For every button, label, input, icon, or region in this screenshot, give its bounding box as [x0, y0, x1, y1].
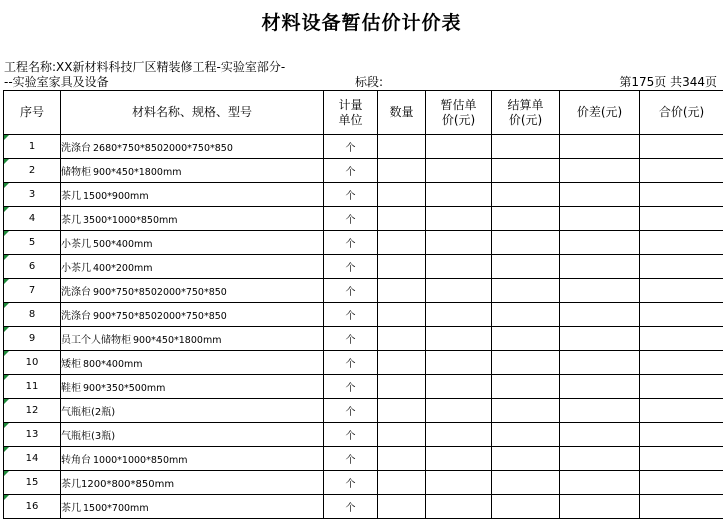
cell-total[interactable]	[640, 423, 723, 447]
table-body	[4, 135, 723, 519]
cell-diff[interactable]	[560, 327, 640, 351]
error-indicator-icon	[4, 279, 9, 284]
cell-total[interactable]	[640, 255, 723, 279]
material-spec: 400*200mm	[93, 263, 153, 274]
row-number: 8	[28, 309, 36, 320]
row-number: 2	[28, 165, 36, 176]
table-row	[4, 327, 723, 351]
header-settle-price-line1: 结算单	[507, 97, 544, 112]
error-indicator-icon	[4, 135, 9, 140]
cell-est-price[interactable]	[426, 495, 492, 519]
cell-no[interactable]	[4, 327, 61, 351]
cell-qty[interactable]	[378, 231, 426, 255]
cell-settle-price[interactable]	[492, 495, 560, 519]
material-name: 气瓶柜(2瓶)	[61, 407, 116, 418]
table-row	[4, 351, 723, 375]
material-name: 洗涤台	[61, 287, 91, 298]
cell-total[interactable]	[640, 327, 723, 351]
table-row	[4, 303, 723, 327]
header-qty[interactable]: 数量	[378, 91, 426, 135]
header-unit[interactable]	[324, 91, 378, 135]
cell-name[interactable]	[61, 399, 324, 423]
cell-unit[interactable]: 个	[324, 183, 378, 207]
cell-name[interactable]	[61, 423, 324, 447]
material-name: 鞋柜	[61, 383, 81, 394]
project-name-label: 工程名称:XX新材料科技厂区精装修工程-实验室部分-	[4, 60, 286, 74]
cell-qty[interactable]	[378, 279, 426, 303]
table-row	[4, 183, 723, 207]
cell-name[interactable]	[61, 303, 324, 327]
row-number: 5	[28, 237, 36, 248]
cell-no[interactable]	[4, 207, 61, 231]
cell-total[interactable]	[640, 231, 723, 255]
cell-total[interactable]	[640, 471, 723, 495]
cell-total[interactable]	[640, 183, 723, 207]
row-number: 15	[25, 477, 39, 488]
row-number: 16	[25, 501, 39, 512]
cell-qty[interactable]	[378, 375, 426, 399]
section-label: 标段:	[355, 75, 384, 89]
cell-qty[interactable]	[378, 471, 426, 495]
error-indicator-icon	[4, 423, 9, 428]
row-number: 4	[28, 213, 36, 224]
cell-no[interactable]	[4, 183, 61, 207]
cell-name[interactable]	[61, 375, 324, 399]
cell-unit[interactable]: 个	[324, 447, 378, 471]
cell-diff[interactable]	[560, 159, 640, 183]
cell-settle-price[interactable]	[492, 423, 560, 447]
header-settle-price[interactable]	[492, 91, 560, 135]
cell-diff[interactable]	[560, 135, 640, 159]
cell-total[interactable]	[640, 303, 723, 327]
cell-diff[interactable]	[560, 399, 640, 423]
table-row	[4, 279, 723, 303]
material-spec: 1500*700mm	[83, 503, 149, 514]
cell-name[interactable]	[61, 327, 324, 351]
material-spec: 1000*1000*850mm	[93, 455, 188, 466]
cell-diff[interactable]	[560, 447, 640, 471]
cell-diff[interactable]	[560, 279, 640, 303]
error-indicator-icon	[4, 183, 9, 188]
cell-unit[interactable]: 个	[324, 399, 378, 423]
row-number: 3	[28, 189, 36, 200]
header-est-price-line2: 价(元)	[441, 112, 476, 127]
cell-total[interactable]	[640, 375, 723, 399]
error-indicator-icon	[4, 495, 9, 500]
cell-settle-price[interactable]	[492, 327, 560, 351]
material-name: 茶几1200*800*850mm	[61, 479, 175, 490]
cell-name[interactable]	[61, 183, 324, 207]
header-row	[4, 91, 723, 135]
material-name: 气瓶柜(3瓶)	[61, 431, 116, 442]
cell-name[interactable]	[61, 159, 324, 183]
cell-qty[interactable]	[378, 399, 426, 423]
cell-est-price[interactable]	[426, 423, 492, 447]
cell-settle-price[interactable]	[492, 279, 560, 303]
error-indicator-icon	[4, 207, 9, 212]
cell-unit[interactable]: 个	[324, 255, 378, 279]
table-row	[4, 495, 723, 519]
row-number: 13	[25, 429, 39, 440]
cell-name[interactable]	[61, 135, 324, 159]
error-indicator-icon	[4, 471, 9, 476]
material-spec: 800*400mm	[83, 359, 143, 370]
material-name: 转角台	[61, 455, 91, 466]
cell-name[interactable]	[61, 471, 324, 495]
material-name: 小茶几	[61, 239, 91, 250]
row-number: 12	[25, 405, 39, 416]
row-number: 10	[25, 357, 39, 368]
cell-name[interactable]	[61, 231, 324, 255]
cell-no[interactable]	[4, 303, 61, 327]
cell-est-price[interactable]	[426, 159, 492, 183]
row-number: 7	[28, 285, 36, 296]
cell-est-price[interactable]	[426, 231, 492, 255]
cell-diff[interactable]	[560, 255, 640, 279]
table-row	[4, 231, 723, 255]
row-number: 9	[28, 333, 36, 344]
cell-total[interactable]	[640, 159, 723, 183]
table-row	[4, 447, 723, 471]
cell-est-price[interactable]	[426, 207, 492, 231]
cell-unit[interactable]: 个	[324, 135, 378, 159]
header-name[interactable]: 材料名称、规格、型号	[61, 91, 324, 135]
cell-name[interactable]	[61, 495, 324, 519]
material-name: 洗涤台	[61, 311, 91, 322]
error-indicator-icon	[4, 303, 9, 308]
cell-no[interactable]	[4, 495, 61, 519]
header-total[interactable]: 合价(元)	[640, 91, 723, 135]
table-row	[4, 399, 723, 423]
cell-unit[interactable]: 个	[324, 231, 378, 255]
cell-total[interactable]	[640, 495, 723, 519]
row-number: 11	[25, 381, 39, 392]
cell-qty[interactable]	[378, 207, 426, 231]
cell-no[interactable]	[4, 375, 61, 399]
cell-settle-price[interactable]	[492, 351, 560, 375]
header-unit-line2: 单位	[338, 112, 363, 127]
cell-settle-price[interactable]	[492, 183, 560, 207]
cell-no[interactable]	[4, 423, 61, 447]
cell-no[interactable]	[4, 399, 61, 423]
cell-qty[interactable]	[378, 495, 426, 519]
cell-diff[interactable]	[560, 351, 640, 375]
cell-total[interactable]	[640, 279, 723, 303]
cell-no[interactable]	[4, 255, 61, 279]
cell-settle-price[interactable]	[492, 375, 560, 399]
cell-settle-price[interactable]	[492, 255, 560, 279]
cell-diff[interactable]	[560, 231, 640, 255]
error-indicator-icon	[4, 447, 9, 452]
table-row	[4, 207, 723, 231]
cell-name[interactable]	[61, 279, 324, 303]
cell-diff[interactable]	[560, 183, 640, 207]
table-row	[4, 135, 723, 159]
cell-diff[interactable]	[560, 207, 640, 231]
cell-no[interactable]	[4, 471, 61, 495]
cell-unit[interactable]: 个	[324, 159, 378, 183]
material-spec: 900*750*8502000*750*850	[93, 287, 227, 298]
cell-unit[interactable]: 个	[324, 303, 378, 327]
cell-unit[interactable]: 个	[324, 279, 378, 303]
material-name: 茶几	[61, 503, 81, 514]
cell-est-price[interactable]	[426, 399, 492, 423]
cell-name[interactable]	[61, 351, 324, 375]
error-indicator-icon	[4, 351, 9, 356]
header-est-price-line1: 暂估单	[440, 97, 477, 112]
cell-est-price[interactable]	[426, 303, 492, 327]
cell-qty[interactable]	[378, 303, 426, 327]
table-row	[4, 423, 723, 447]
cell-unit[interactable]: 个	[324, 207, 378, 231]
cell-qty[interactable]	[378, 159, 426, 183]
cell-no[interactable]	[4, 135, 61, 159]
material-spec: 900*750*8502000*750*850	[93, 311, 227, 322]
cell-est-price[interactable]	[426, 471, 492, 495]
material-spec: 500*400mm	[93, 239, 153, 250]
material-name: 员工个人储物柜	[61, 335, 131, 346]
cell-qty[interactable]	[378, 327, 426, 351]
cell-unit[interactable]: 个	[324, 327, 378, 351]
header-est-price[interactable]	[426, 91, 492, 135]
material-name: 矮柜	[61, 359, 81, 370]
cell-settle-price[interactable]	[492, 135, 560, 159]
cell-qty[interactable]	[378, 135, 426, 159]
cell-unit[interactable]: 个	[324, 423, 378, 447]
cell-qty[interactable]	[378, 423, 426, 447]
page-info: 第175页 共344页	[619, 75, 717, 89]
material-spec: 2680*750*8502000*750*850	[93, 143, 233, 154]
table-row	[4, 159, 723, 183]
table-row	[4, 255, 723, 279]
material-spec: 1500*900mm	[83, 191, 149, 202]
cell-name[interactable]	[61, 255, 324, 279]
cell-unit[interactable]: 个	[324, 351, 378, 375]
cell-name[interactable]	[61, 447, 324, 471]
cell-diff[interactable]	[560, 303, 640, 327]
cell-total[interactable]	[640, 135, 723, 159]
cell-no[interactable]	[4, 447, 61, 471]
table-row	[4, 375, 723, 399]
cell-diff[interactable]	[560, 375, 640, 399]
cell-no[interactable]	[4, 351, 61, 375]
cell-settle-price[interactable]	[492, 207, 560, 231]
cell-name[interactable]	[61, 207, 324, 231]
error-indicator-icon	[4, 255, 9, 260]
cell-total[interactable]	[640, 351, 723, 375]
cell-diff[interactable]	[560, 471, 640, 495]
cell-qty[interactable]	[378, 351, 426, 375]
material-name: 储物柜	[61, 167, 91, 178]
cell-no[interactable]	[4, 231, 61, 255]
cell-total[interactable]	[640, 207, 723, 231]
cell-settle-price[interactable]	[492, 399, 560, 423]
error-indicator-icon	[4, 375, 9, 380]
material-name: 小茶几	[61, 263, 91, 274]
row-number: 14	[25, 453, 39, 464]
error-indicator-icon	[4, 231, 9, 236]
material-name: 茶几	[61, 215, 81, 226]
cell-est-price[interactable]	[426, 351, 492, 375]
cell-est-price[interactable]	[426, 327, 492, 351]
cell-qty[interactable]	[378, 447, 426, 471]
cell-unit[interactable]: 个	[324, 375, 378, 399]
cell-est-price[interactable]	[426, 183, 492, 207]
cell-total[interactable]	[640, 399, 723, 423]
header-no[interactable]: 序号	[4, 91, 61, 135]
cell-qty[interactable]	[378, 255, 426, 279]
cell-est-price[interactable]	[426, 447, 492, 471]
row-number: 1	[28, 141, 36, 152]
cell-settle-price[interactable]	[492, 231, 560, 255]
cell-est-price[interactable]	[426, 135, 492, 159]
cell-unit[interactable]: 个	[324, 495, 378, 519]
material-name: 洗涤台	[61, 143, 91, 154]
error-indicator-icon	[4, 399, 9, 404]
cell-diff[interactable]	[560, 423, 640, 447]
material-name: 茶几	[61, 191, 81, 202]
cell-settle-price[interactable]	[492, 471, 560, 495]
project-name-label-continued: --实验室家具及设备	[4, 75, 109, 89]
table-row	[4, 471, 723, 495]
cell-settle-price[interactable]	[492, 447, 560, 471]
cell-diff[interactable]	[560, 495, 640, 519]
error-indicator-icon	[4, 159, 9, 164]
header-unit-line1: 计量	[338, 97, 363, 112]
header-settle-price-line2: 价(元)	[508, 112, 543, 127]
header-diff[interactable]: 价差(元)	[560, 91, 640, 135]
cell-settle-price[interactable]	[492, 159, 560, 183]
material-spec: 900*350*500mm	[83, 383, 166, 394]
cell-no[interactable]	[4, 159, 61, 183]
cell-unit[interactable]: 个	[324, 471, 378, 495]
cell-settle-price[interactable]	[492, 303, 560, 327]
document-title: 材料设备暂估价计价表	[261, 12, 462, 34]
cell-no[interactable]	[4, 279, 61, 303]
row-number: 6	[28, 261, 36, 272]
material-spec: 900*450*1800mm	[93, 167, 182, 178]
cell-est-price[interactable]	[426, 375, 492, 399]
cell-total[interactable]	[640, 447, 723, 471]
price-table	[3, 90, 723, 519]
material-spec: 3500*1000*850mm	[83, 215, 178, 226]
cell-qty[interactable]	[378, 183, 426, 207]
material-spec: 900*450*1800mm	[133, 335, 222, 346]
cell-est-price[interactable]	[426, 255, 492, 279]
cell-est-price[interactable]	[426, 279, 492, 303]
error-indicator-icon	[4, 327, 9, 332]
